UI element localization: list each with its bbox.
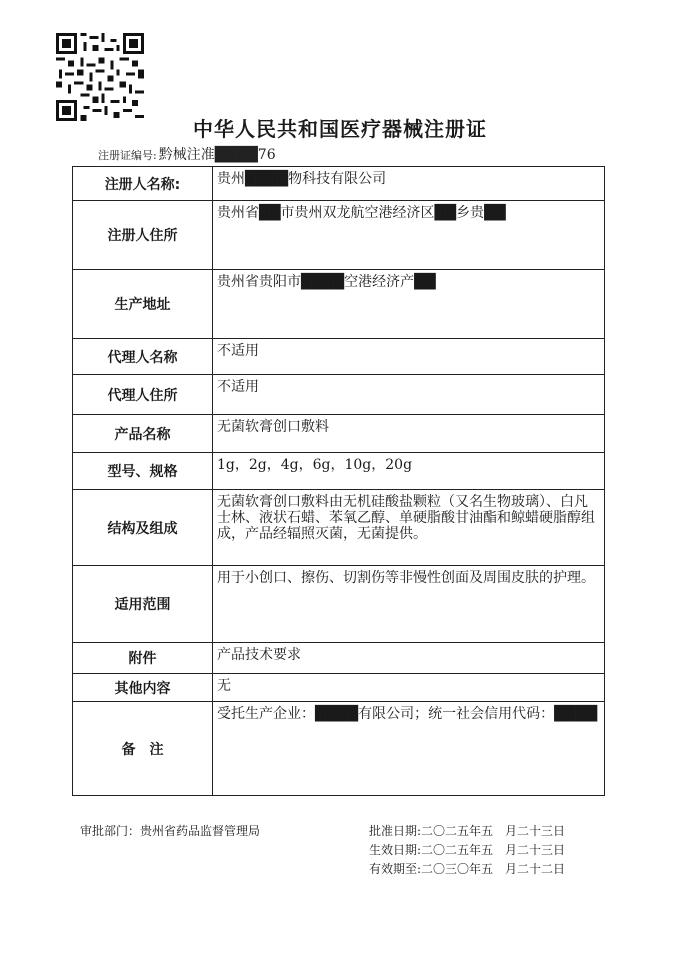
row-value-scope: 用于小创口、擦伤、切割伤等非慢性创面及周围皮肤的护理。 <box>213 566 605 643</box>
document-title: 中华人民共和国医疗器械注册证 <box>193 117 487 141</box>
row-label-product-name: 产品名称 <box>73 415 213 453</box>
table-row <box>73 643 605 674</box>
table-row <box>73 375 605 415</box>
row-label-agent-address: 代理人住所 <box>73 375 213 415</box>
table-row <box>73 415 605 453</box>
effective-date: 生效日期:二〇二五年五 月二十三日 <box>369 843 566 857</box>
row-value-other: 无 <box>213 674 605 702</box>
approval-date: 批准日期:二〇二五年五 月二十三日 <box>369 824 566 838</box>
table-row <box>73 201 605 270</box>
table-row <box>73 674 605 702</box>
row-value-model-spec: 1g，2g，4g，6g，10g，20g <box>213 453 605 490</box>
row-value-registrant-name: 贵州████物科技有限公司 <box>213 167 605 201</box>
row-value-registrant-address: 贵州省██市贵州双龙航空港经济区██乡贵██ <box>213 201 605 270</box>
qr-code <box>56 33 144 121</box>
row-value-composition: 无菌软膏创口敷料由无机硅酸盐颗粒（又名生物玻璃）、白凡士林、液状石蜡、苯氧乙醇、单硬脂酸甘油酯和鲸蜡硬脂醇组成，产品经辐照灭菌，无菌提供。 <box>213 490 605 566</box>
row-label-agent-name: 代理人名称 <box>73 339 213 375</box>
row-value-product-name: 无菌软膏创口敷料 <box>213 415 605 453</box>
table-row <box>73 167 605 201</box>
table-row <box>73 702 605 796</box>
expiry-date: 有效期至:二〇三〇年五 月二十二日 <box>369 862 566 876</box>
row-label-registrant-address: 注册人住所 <box>73 201 213 270</box>
date-block <box>369 822 565 879</box>
table-row <box>73 270 605 339</box>
row-label-composition: 结构及组成 <box>73 490 213 566</box>
certificate-table <box>72 166 605 796</box>
table-row <box>73 339 605 375</box>
row-value-attachment: 产品技术要求 <box>213 643 605 674</box>
row-label-scope: 适用范围 <box>73 566 213 643</box>
registration-number <box>98 144 276 164</box>
row-label-production-address: 生产地址 <box>73 270 213 339</box>
registration-number-label: 注册证编号: <box>98 149 157 162</box>
table-row <box>73 490 605 566</box>
row-value-agent-address: 不适用 <box>213 375 605 415</box>
row-label-registrant-name: 注册人名称: <box>73 167 213 201</box>
row-label-model-spec: 型号、规格 <box>73 453 213 490</box>
row-value-production-address: 贵州省贵阳市████空港经济产██ <box>213 270 605 339</box>
row-value-remarks: 受托生产企业：████有限公司；统一社会信用代码：████ <box>213 702 605 796</box>
row-label-remarks: 备 注 <box>73 702 213 796</box>
row-value-agent-name: 不适用 <box>213 339 605 375</box>
registration-number-value: 黔械注准████76 <box>158 147 276 163</box>
table-row <box>73 566 605 643</box>
row-label-other: 其他内容 <box>73 674 213 702</box>
table-row <box>73 453 605 490</box>
approval-authority: 审批部门：贵州省药品监督管理局 <box>80 824 261 838</box>
row-label-attachment: 附件 <box>73 643 213 674</box>
